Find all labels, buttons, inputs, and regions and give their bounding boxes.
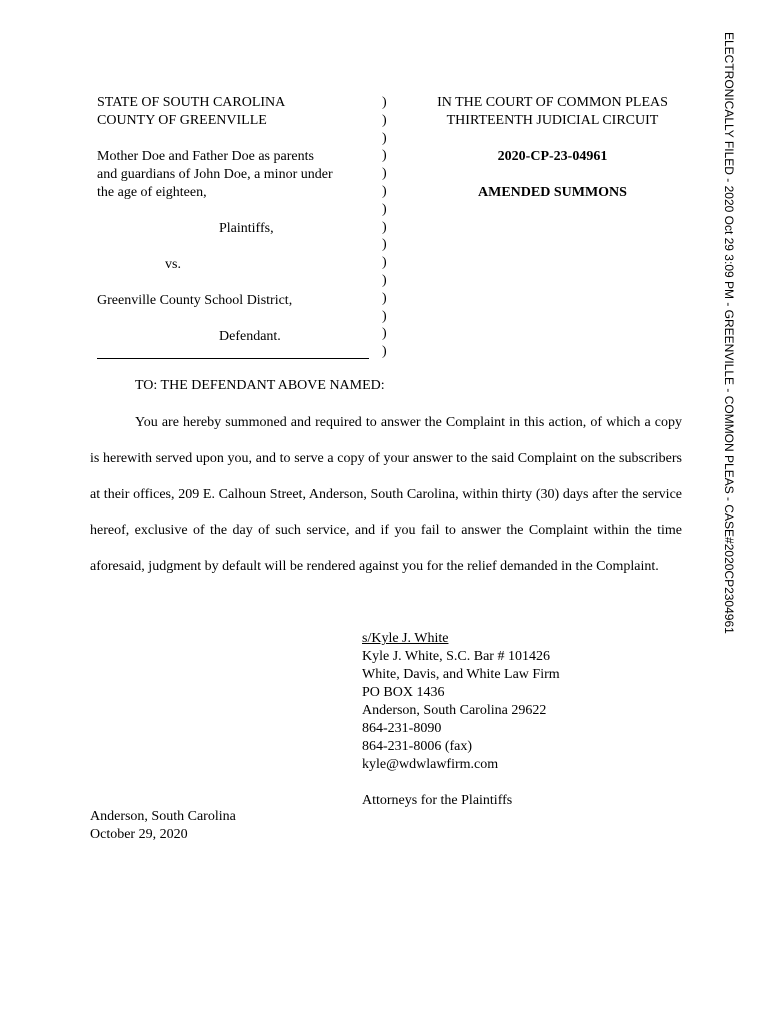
party-line-3: the age of eighteen, — [97, 185, 207, 200]
caption-right — [410, 94, 695, 202]
defendant-label: Defendant. — [219, 329, 281, 344]
summons-paragraph: You are hereby summoned and required to answer the Complaint in this action, of which a copy is herewith served upon you, and to serve a copy of your answer to the said Complaint on the subscribers at their offices, 209 E. Calhoun Street, Anderson, South Carolina, within thirty (30) days after the service hereof, exclusive of the day of such service, and if you fail to answer the Complaint within the time aforesaid, judgment by default will be rendered against you for the relief demanded in the Complaint. — [90, 415, 682, 574]
paren: ) — [382, 237, 387, 253]
phone: 864-231-8090 — [362, 721, 442, 736]
paren: ) — [382, 344, 387, 360]
paren: ) — [382, 219, 387, 235]
attorneys-for: Attorneys for the Plaintiffs — [362, 793, 513, 808]
case-number: 2020-CP-23-04961 — [497, 149, 608, 164]
caption-left — [97, 94, 333, 346]
caption-parentheses — [382, 94, 387, 361]
paren: ) — [382, 95, 387, 110]
paren: ) — [382, 183, 387, 199]
document-title: AMENDED SUMMONS — [478, 185, 627, 200]
circuit-name: THIRTEENTH JUDICIAL CIRCUIT — [446, 113, 659, 128]
paren: ) — [382, 130, 387, 146]
signature-block — [362, 630, 560, 810]
party-line-2: and guardians of John Doe, a minor under — [97, 167, 333, 182]
city-state-zip: Anderson, South Carolina 29622 — [362, 703, 547, 718]
plaintiffs-label: Plaintiffs, — [219, 221, 274, 236]
paren: ) — [382, 201, 387, 217]
paren: ) — [382, 166, 387, 182]
attorney-name-bar: Kyle J. White, S.C. Bar # 101426 — [362, 649, 550, 664]
county-label: COUNTY OF GREENVILLE — [97, 113, 267, 128]
electronic-filing-stamp: ELECTRONICALLY FILED - 2020 Oct 29 3:09 PM - GREENVILLE - COMMON PLEAS - CASE#2020CP2304961 — [722, 32, 736, 634]
court-name: IN THE COURT OF COMMON PLEAS — [437, 95, 668, 110]
vs-label: vs. — [165, 257, 181, 272]
date: October 29, 2020 — [90, 827, 188, 842]
law-firm: White, Davis, and White Law Firm — [362, 667, 560, 682]
state-label: STATE OF SOUTH CAROLINA — [97, 95, 286, 110]
po-box: PO BOX 1436 — [362, 685, 445, 700]
to-line: TO: THE DEFENDANT ABOVE NAMED: — [135, 378, 385, 393]
email: kyle@wdwlawfirm.com — [362, 757, 499, 772]
paren: ) — [382, 112, 387, 128]
defendant-name: Greenville County School District, — [97, 293, 293, 308]
party-line-1: Mother Doe and Father Doe as parents — [97, 149, 314, 164]
paren: ) — [382, 272, 387, 288]
paren: ) — [382, 148, 387, 164]
paren: ) — [382, 290, 387, 306]
place-date — [90, 808, 236, 844]
signature-line: s/Kyle J. White — [362, 631, 449, 646]
paren: ) — [382, 326, 387, 342]
paren: ) — [382, 255, 387, 271]
paren: ) — [382, 308, 387, 324]
caption-divider — [97, 358, 369, 359]
place: Anderson, South Carolina — [90, 809, 236, 824]
fax: 864-231-8006 (fax) — [362, 739, 473, 754]
